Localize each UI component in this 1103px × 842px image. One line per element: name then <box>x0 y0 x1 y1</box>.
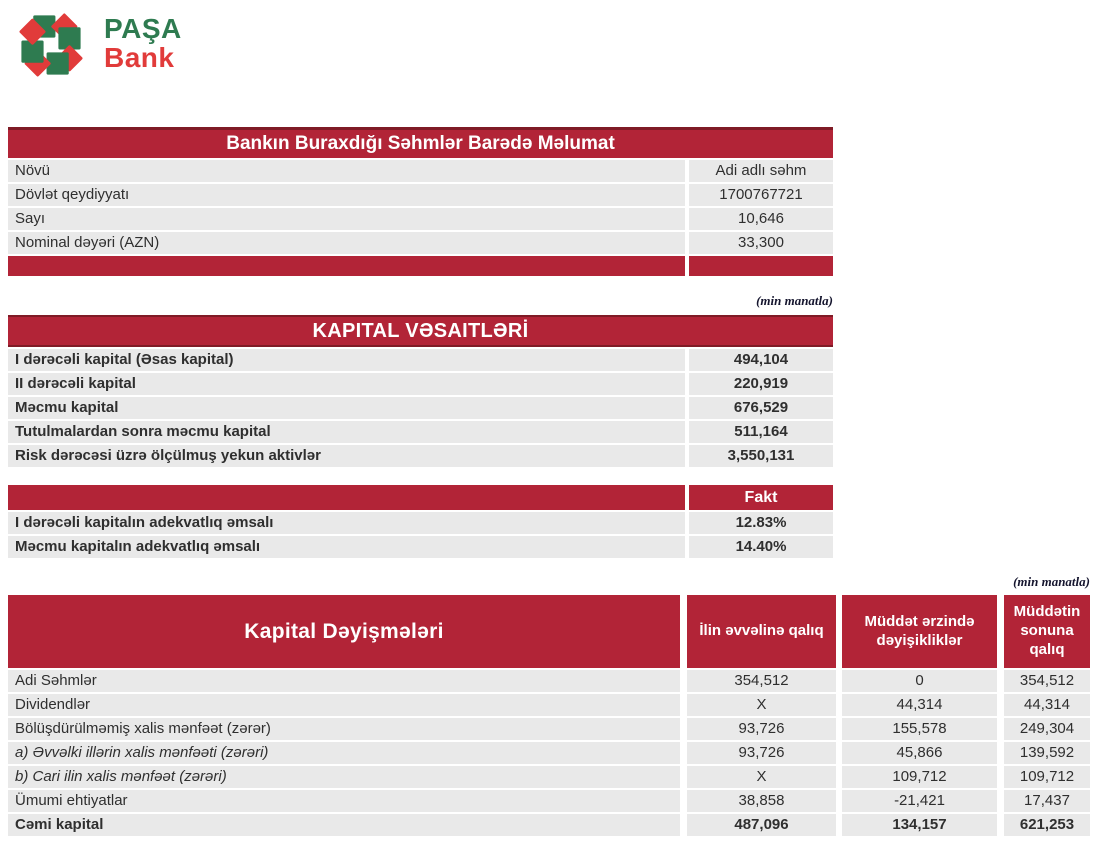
shares-table-body <box>8 160 833 254</box>
table-row <box>8 694 1090 716</box>
row-label: Bölüşdürülməmiş xalis mənfəət (zərər) <box>8 718 680 740</box>
row-label: a) Əvvəlki illərin xalis mənfəəti (zərəri) <box>8 742 680 764</box>
row-label: Sayı <box>8 208 685 230</box>
row-value-change: 45,866 <box>842 742 997 764</box>
row-value: 220,919 <box>689 373 833 395</box>
row-value: 3,550,131 <box>689 445 833 467</box>
row-value-change: -21,421 <box>842 790 997 812</box>
row-value-start: 93,726 <box>687 718 836 740</box>
table-row <box>8 512 833 534</box>
table-row <box>8 184 833 206</box>
capital-table-body <box>8 349 833 467</box>
shares-table <box>8 127 833 276</box>
row-value-change: 134,157 <box>842 814 997 836</box>
row-value-change: 0 <box>842 670 997 692</box>
table-row <box>8 208 833 230</box>
adequacy-header-fakt: Fakt <box>689 485 833 510</box>
pasha-bank-logo <box>14 8 182 82</box>
changes-table-title: Kapital Dəyişmələri <box>8 595 680 668</box>
table-row <box>8 790 1090 812</box>
row-value-end: 17,437 <box>1004 790 1090 812</box>
row-value-start: 38,858 <box>687 790 836 812</box>
adequacy-header-spacer <box>8 485 685 510</box>
adequacy-table-body <box>8 512 833 558</box>
row-value-change: 109,712 <box>842 766 997 788</box>
column-header-start-balance: İlin əvvəlinə qalıq <box>687 595 836 668</box>
row-label: Risk dərəcəsi üzrə ölçülmuş yekun aktivlər <box>8 445 685 467</box>
row-label: Dividendlər <box>8 694 680 716</box>
table-row <box>8 373 833 395</box>
row-value-start: 354,512 <box>687 670 836 692</box>
row-label: II dərəcəli kapital <box>8 373 685 395</box>
changes-table-body <box>8 670 1090 836</box>
row-value-start: X <box>687 766 836 788</box>
row-value-end: 354,512 <box>1004 670 1090 692</box>
brand-name-bank: Bank <box>104 42 175 74</box>
row-value: 10,646 <box>689 208 833 230</box>
capital-table-title: KAPITAL VƏSAITLƏRİ <box>8 315 833 347</box>
changes-table-header-row <box>8 595 1090 668</box>
footer-bar-left <box>8 256 685 276</box>
adequacy-table-header-row <box>8 485 833 510</box>
pasha-bank-logo-icon <box>14 8 88 82</box>
table-row <box>8 766 1090 788</box>
brand-name-pasha: PAŞA <box>104 13 182 44</box>
column-header-end-balance: Müddətin sonuna qalıq <box>1004 595 1090 668</box>
column-header-period-changes: Müddət ərzində dəyişikliklər <box>842 595 997 668</box>
row-value-end: 139,592 <box>1004 742 1090 764</box>
row-label: Növü <box>8 160 685 182</box>
row-value-change: 44,314 <box>842 694 997 716</box>
row-label: b) Cari ilin xalis mənfəət (zərəri) <box>8 766 680 788</box>
row-value: 14.40% <box>689 536 833 558</box>
table-row <box>8 232 833 254</box>
capital-table <box>8 315 833 467</box>
table-row <box>8 160 833 182</box>
row-value-end: 44,314 <box>1004 694 1090 716</box>
row-label: Dövlət qeydiyyatı <box>8 184 685 206</box>
row-value: 511,164 <box>689 421 833 443</box>
row-value-end: 109,712 <box>1004 766 1090 788</box>
table-row <box>8 421 833 443</box>
row-label: Adi Səhmlər <box>8 670 680 692</box>
table-row <box>8 397 833 419</box>
row-value: 33,300 <box>689 232 833 254</box>
row-label: Cəmi kapital <box>8 814 680 836</box>
row-label: Tutulmalardan sonra məcmu kapital <box>8 421 685 443</box>
row-value-start: X <box>687 694 836 716</box>
footer-bar-right <box>689 256 833 276</box>
row-value-end: 621,253 <box>1004 814 1090 836</box>
table-row <box>8 445 833 467</box>
row-label: I dərəcəli kapital (Əsas kapital) <box>8 349 685 371</box>
row-value: Adi adlı səhm <box>689 160 833 182</box>
row-value: 12.83% <box>689 512 833 534</box>
row-value-start: 93,726 <box>687 742 836 764</box>
table-row <box>8 349 833 371</box>
table-row <box>8 536 833 558</box>
row-value-end: 249,304 <box>1004 718 1090 740</box>
table-row <box>8 814 1090 836</box>
row-label: Ümumi ehtiyatlar <box>8 790 680 812</box>
row-value-change: 155,578 <box>842 718 997 740</box>
shares-table-footer-bar <box>8 256 833 276</box>
row-label: Məcmu kapital <box>8 397 685 419</box>
adequacy-table <box>8 483 833 558</box>
row-label: Məcmu kapitalın adekvatlıq əmsalı <box>8 536 685 558</box>
unit-note: (min manatla) <box>756 293 833 308</box>
table-row <box>8 742 1090 764</box>
row-value: 494,104 <box>689 349 833 371</box>
row-value: 1700767721 <box>689 184 833 206</box>
table-row <box>8 718 1090 740</box>
table-row <box>8 670 1090 692</box>
unit-note: (min manatla) <box>1013 574 1090 589</box>
changes-table <box>8 595 1090 836</box>
row-label: I dərəcəli kapitalın adekvatlıq əmsalı <box>8 512 685 534</box>
row-value: 676,529 <box>689 397 833 419</box>
shares-table-title: Bankın Buraxdığı Səhmlər Barədə Məlumat <box>8 127 833 158</box>
brand-wordmark <box>104 14 182 72</box>
row-value-start: 487,096 <box>687 814 836 836</box>
row-label: Nominal dəyəri (AZN) <box>8 232 685 254</box>
